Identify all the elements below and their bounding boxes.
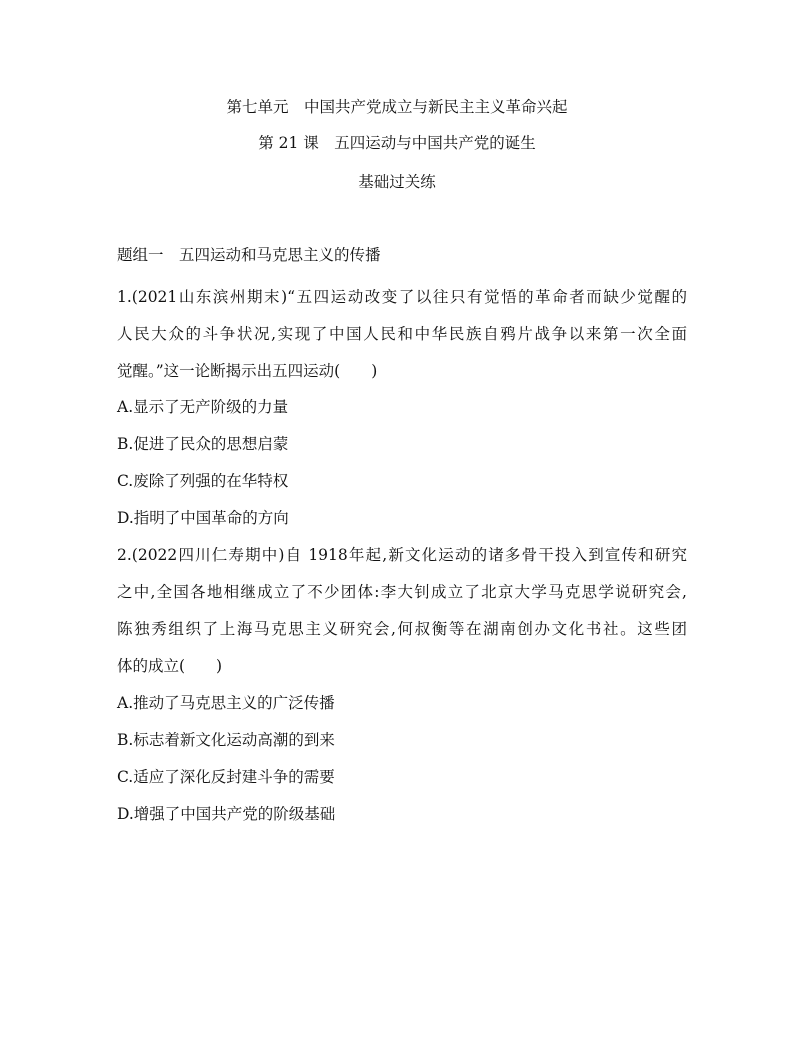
- question-1-stem-line-2: 人民大众的斗争状况,实现了中国人民和中华民族自鸦片战争以来第一次全面: [117, 325, 687, 343]
- question-2-option-a[interactable]: A.推动了马克思主义的广泛传播: [117, 694, 335, 712]
- question-2-option-c[interactable]: C.适应了深化反封建斗争的需要: [117, 768, 335, 786]
- question-1-option-c[interactable]: C.废除了列强的在华特权: [117, 472, 289, 490]
- question-group-title: 题组一 五四运动和马克思主义的传播: [117, 246, 381, 264]
- question-2-stem-line-3: 陈独秀组织了上海马克思主义研究会,何叔衡等在湖南创办文化书社。这些团: [117, 620, 687, 638]
- unit-title: 第七单元 中国共产党成立与新民主主义革命兴起: [226, 98, 568, 116]
- question-2-option-d[interactable]: D.增强了中国共产党的阶级基础: [117, 805, 336, 823]
- question-1-stem-line-1: 1.(2021山东滨州期末)“五四运动改变了以往只有觉悟的革命者而缺少觉醒的: [117, 288, 687, 306]
- lesson-title: 第 21 课 五四运动与中国共产党的诞生: [258, 134, 536, 152]
- question-2-stem-line-4: 体的成立( ): [117, 657, 223, 675]
- section-title: 基础过关练: [358, 173, 436, 191]
- question-2-option-b[interactable]: B.标志着新文化运动高潮的到来: [117, 731, 335, 749]
- question-1-stem-line-3: 觉醒。”这一论断揭示出五四运动( ): [117, 362, 378, 380]
- question-1-option-a[interactable]: A.显示了无产阶级的力量: [117, 398, 289, 416]
- question-2-stem-line-2: 之中,全国各地相继成立了不少团体:李大钊成立了北京大学马克思学说研究会,: [117, 583, 687, 601]
- question-1-option-b[interactable]: B.促进了民众的思想启蒙: [117, 435, 289, 453]
- question-2-stem-line-1: 2.(2022四川仁寿期中)自 1918年起,新文化运动的诸多骨干投入到宣传和研究: [117, 546, 687, 564]
- question-1-option-d[interactable]: D.指明了中国革命的方向: [117, 509, 289, 527]
